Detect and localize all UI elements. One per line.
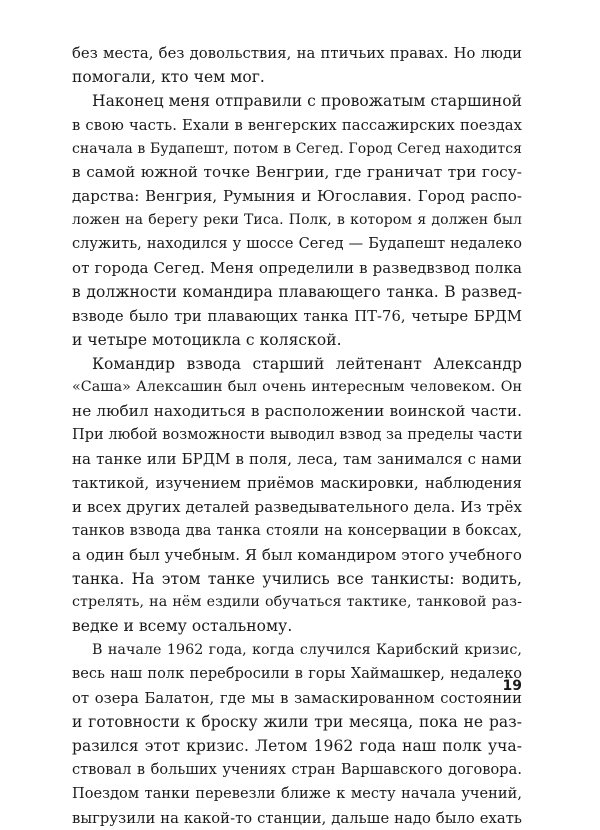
text-line: дарства: Венгрия, Румыния и Югославия. Город распо- [72,185,522,209]
text-line: При любой возможности выводил взвод за пределы части [72,424,522,448]
text-line: выгрузили на какой-то станции, дальше надо было ехать [72,807,522,830]
text-line: в свою часть. Ехали в венгерских пассажирских поездах [72,114,522,138]
text-line: служить, находился у шоссе Сегед — Будапешт недалеко [72,233,522,257]
text-line: ведке и всему остальному. [72,615,522,639]
text-line: без места, без довольствия, на птичьих правах. Но люди [72,42,522,66]
text-line: взводе было три плавающих танка ПТ-76, четыре БРДМ [72,305,522,329]
text-line: от озера Балатон, где мы в замаскированном состоянии [72,687,522,711]
text-line: и четыре мотоцикла с коляской. [72,329,522,353]
text-line: на танке или БРДМ в поля, леса, там занимался с нами [72,448,522,472]
text-line: и готовности к броску жили три месяца, пока не раз- [72,711,522,735]
text-line: весь наш полк перебросили в горы Хаймашкер, недалеко [72,663,522,687]
text-line: помогали, кто чем мог. [72,66,522,90]
text-line: танка. На этом танке учились все танкисты: водить, [72,568,522,592]
text-line: тактикой, изучением приёмов маскировки, наблюдения [72,472,522,496]
text-line: В начале 1962 года, когда случился Карибский кризис, [72,639,522,663]
text-line: Командир взвода старший лейтенант Александр [72,353,522,377]
text-line: в самой южной точке Венгрии, где граничат три госу- [72,161,522,185]
text-line: стрелять, на нём ездили обучаться тактике, танковой раз- [72,591,522,615]
text-line: ствовал в больших учениях стран Варшавского договора. [72,759,522,783]
text-line: Наконец меня отправили с провожатым старшиной [72,90,522,114]
text-line: от города Сегед. Меня определили в разведвзвод полка [72,257,522,281]
page-number: 19 [488,678,522,694]
text-line: «Саша» Алексашин был очень интересным человеком. Он [72,376,522,400]
text-line: и всех других деталей разведывательного дела. Из трёх [72,496,522,520]
text-line: ложен на берегу реки Тиса. Полк, в котором я должен был [72,209,522,233]
text-line: не любил находиться в расположении воинской части. [72,400,522,424]
text-line: Поездом танки перевезли ближе к месту начала учений, [72,783,522,807]
text-line: танков взвода два танка стояли на консервации в боксах, [72,520,522,544]
text-line: разился этот кризис. Летом 1962 года наш полк уча- [72,735,522,759]
text-line: а один был учебным. Я был командиром этого учебного [72,544,522,568]
text-line: сначала в Будапешт, потом в Сегед. Город Сегед находится [72,138,522,162]
text-line: в должности командира плавающего танка. В развед- [72,281,522,305]
body-text [72,42,522,830]
